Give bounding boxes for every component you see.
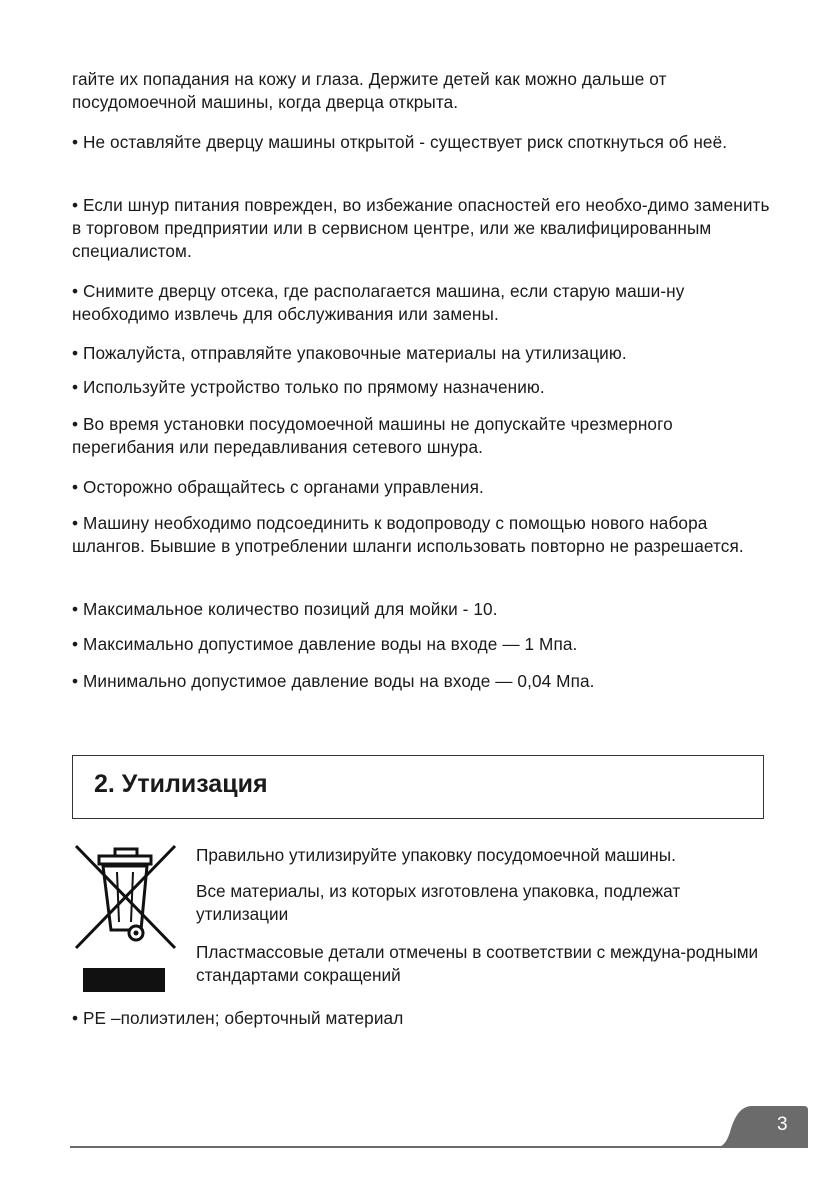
page-number-tab xyxy=(712,1104,808,1148)
disposal-line-1: Правильно утилизируйте упаковку посудомоечной машины. xyxy=(196,845,676,865)
paragraph-recycle-packaging: • Пожалуйста, отправляйте упаковочные материалы на утилизацию. xyxy=(72,343,627,363)
black-bar-mark xyxy=(83,968,165,992)
paragraph-door-open: • Не оставляйте дверцу машины открытой - существует риск споткнуться об неё. xyxy=(72,132,728,152)
paragraph-remove-door: • Снимите дверцу отсека, где располагается машина, если старую маши-ну необходимо извлечь для обслуживания или замены. xyxy=(72,281,685,324)
disposal-line-2: Все материалы, из которых изготовлена упаковка, подлежат утилизации xyxy=(196,881,681,924)
paragraph-intended-use: • Используйте устройство только по прямому назначению. xyxy=(72,377,545,397)
paragraph-intro: гайте их попадания на кожу и глаза. Держите детей как можно дальше от посудомоечной машины, когда дверца открыта. xyxy=(72,69,667,112)
paragraph-hoses: • Машину необходимо подсоединить к водопроводу с помощью нового набора шлангов. Бывшие в употреблении шланги использовать повторно не разрешается. xyxy=(72,513,744,556)
disposal-bullet-pe: • PE –полиэтилен; оберточный материал xyxy=(72,1008,404,1028)
disposal-line-3: Пластмассовые детали отмечены в соответствии с междуна-родными стандартами сокращений xyxy=(196,942,759,985)
paragraph-min-pressure: • Минимально допустимое давление воды на входе — 0,04 Мпа. xyxy=(72,671,595,691)
paragraph-controls: • Осторожно обращайтесь с органами управления. xyxy=(72,477,484,497)
page-number: 3 xyxy=(777,1114,788,1135)
paragraph-cord-bending: • Во время установки посудомоечной машины не допускайте чрезмерного перегибания или передавливания сетевого шнура. xyxy=(72,414,673,457)
paragraph-power-cord: • Если шнур питания поврежден, во избежание опасностей его необхо-димо заменить в торговом предприятии или в сервисном центре, или же квалифицированным специалистом. xyxy=(72,195,770,261)
paragraph-max-place-settings: • Максимальное количество позиций для мойки - 10. xyxy=(72,599,498,619)
section-title: 2. Утилизация xyxy=(94,770,268,798)
footer-line xyxy=(70,1146,805,1148)
section-header-box xyxy=(72,755,764,819)
paragraph-max-pressure: • Максимально допустимое давление воды на входе — 1 Мпа. xyxy=(72,634,578,654)
